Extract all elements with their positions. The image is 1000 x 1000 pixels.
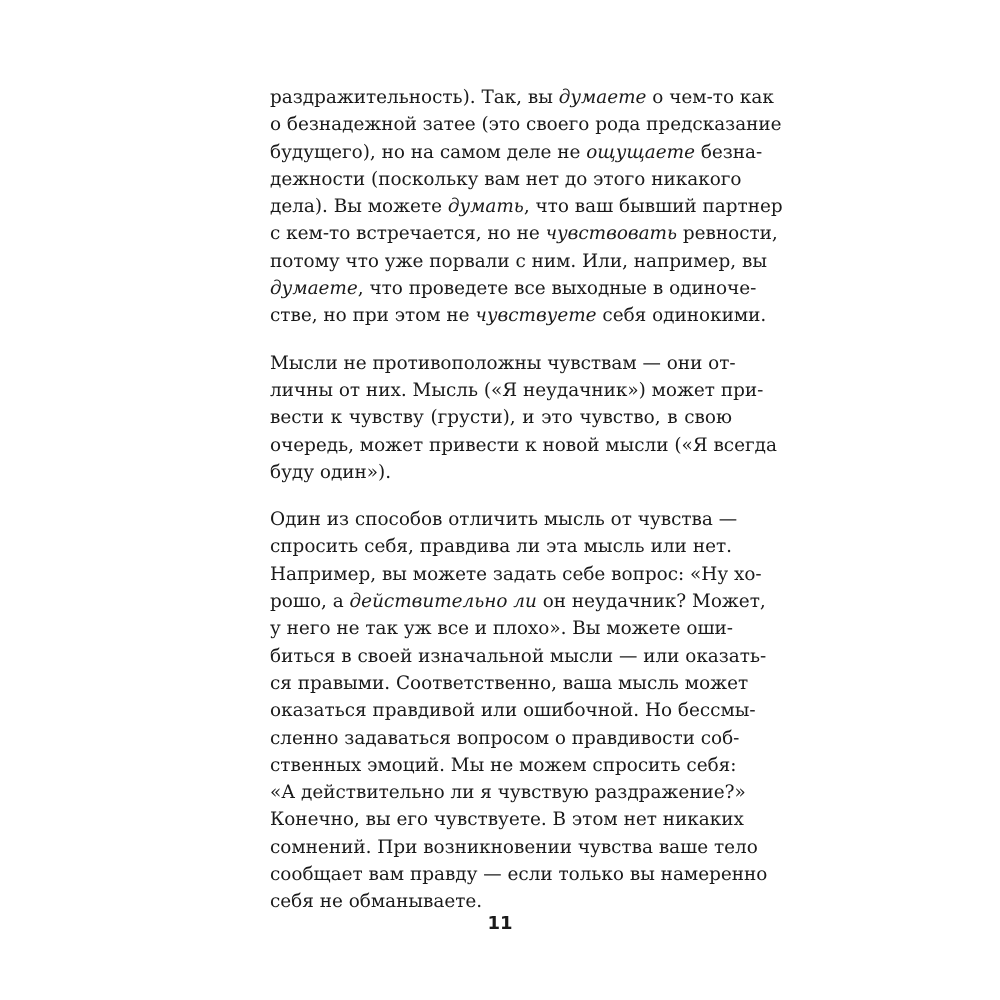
text-line: [270, 377, 764, 404]
text-line: [270, 404, 732, 431]
italic-text: думаете: [270, 278, 358, 300]
text-run: рошо, а: [270, 591, 350, 613]
text-line: [270, 725, 740, 752]
text-line: [270, 139, 763, 166]
text-line: [270, 166, 742, 193]
text-run: Мысли не противоположны чувствам — они от-: [270, 352, 736, 374]
text-run: вести к чувству (грусти), и это чувство, в свою: [270, 407, 732, 429]
text-run: биться в своей изначальной мысли — или оказать-: [270, 645, 767, 667]
text-run: у него не так уж все и плохо». Вы можете оши-: [270, 618, 734, 640]
text-line: [270, 806, 744, 833]
italic-text: думать: [447, 196, 524, 218]
text-line: [270, 561, 762, 588]
text-line: [270, 615, 732, 642]
text-run: буду один»).: [270, 461, 392, 483]
italic-text: ощущаете: [586, 141, 695, 163]
text-run: себя не обманываете.: [270, 891, 483, 913]
text-line: [270, 834, 758, 861]
text-run: безна-: [694, 141, 763, 163]
italic-text: чувствуете: [475, 305, 597, 327]
text-run: сомнений. При возникновении чувства ваше тело: [270, 836, 758, 858]
text-run: ственных эмоций. Мы не можем спросить себя:: [270, 754, 737, 776]
text-line: [270, 350, 736, 377]
text-line: [270, 459, 732, 486]
page-number: 11: [487, 913, 513, 934]
text-line: [270, 220, 778, 247]
text-run: личны от них. Мысль («Я неудачник») может при-: [270, 379, 764, 401]
text-line: [270, 275, 757, 302]
text-line: [270, 861, 768, 888]
text-run: раздражительность). Так, вы: [270, 87, 559, 108]
text-run: дежности (поскольку вам нет до этого никакого: [270, 168, 742, 190]
text-line: [270, 752, 737, 779]
paragraph: [270, 506, 768, 915]
text-run: сленно задаваться вопросом о правдивости соб-: [270, 727, 740, 749]
text-run: с кем-то встречается, но не: [270, 223, 546, 245]
italic-text: думаете: [558, 87, 647, 108]
text-line: [270, 111, 782, 138]
text-run: очередь, может привести к новой мысли («Я всегда: [270, 434, 777, 456]
text-run: ревности,: [677, 223, 778, 245]
text-line: [270, 193, 783, 220]
text-line: [270, 697, 756, 724]
text-line: [270, 779, 746, 806]
text-run: потому что уже порвали с ним. Или, например, вы: [270, 250, 767, 272]
text-run: Например, вы можете задать себе вопрос: «Ну хо-: [270, 563, 762, 585]
text-run: дела). Вы можете: [270, 196, 448, 218]
paragraph: [270, 350, 777, 486]
text-line: [270, 643, 767, 670]
text-run: Один из способов отличить мысль от чувства —: [270, 509, 738, 531]
page-body: [270, 84, 783, 916]
italic-text: чувствовать: [545, 223, 678, 245]
text-run: Конечно, вы его чувствуете. В этом нет никаких: [270, 809, 744, 831]
text-run: сообщает вам правду — если только вы намеренно: [270, 864, 768, 886]
text-line: [270, 432, 777, 459]
text-run: о чем-то как: [646, 87, 774, 108]
text-line: [270, 588, 766, 615]
text-run: «А действительно ли я чувствую раздражение?»: [270, 782, 746, 804]
text-run: , что проведете все выходные в одиноче-: [357, 278, 757, 300]
text-run: о безнадежной затее (это своего рода предсказание: [270, 114, 782, 136]
text-run: ся правыми. Соответственно, ваша мысль может: [270, 672, 749, 694]
text-line: [270, 670, 749, 697]
text-line: [270, 84, 774, 111]
text-run: оказаться правдивой или ошибочной. Но бессмы-: [270, 700, 756, 722]
text-line: [270, 533, 732, 560]
text-run: стве, но при этом не: [270, 305, 476, 327]
text-run: будущего), но на самом деле не: [270, 141, 587, 163]
text-run: , что ваш бывший партнер: [523, 196, 783, 218]
italic-text: действительно ли: [349, 591, 537, 613]
text-line: [270, 888, 732, 915]
text-run: спросить себя, правдива ли эта мысль или нет.: [270, 536, 732, 558]
text-line: [270, 302, 767, 329]
text-line: [270, 506, 738, 533]
text-run: он неудачник? Может,: [536, 591, 766, 613]
text-run: себя одинокими.: [596, 305, 767, 327]
text-line: [270, 248, 767, 275]
paragraph: [270, 84, 783, 330]
